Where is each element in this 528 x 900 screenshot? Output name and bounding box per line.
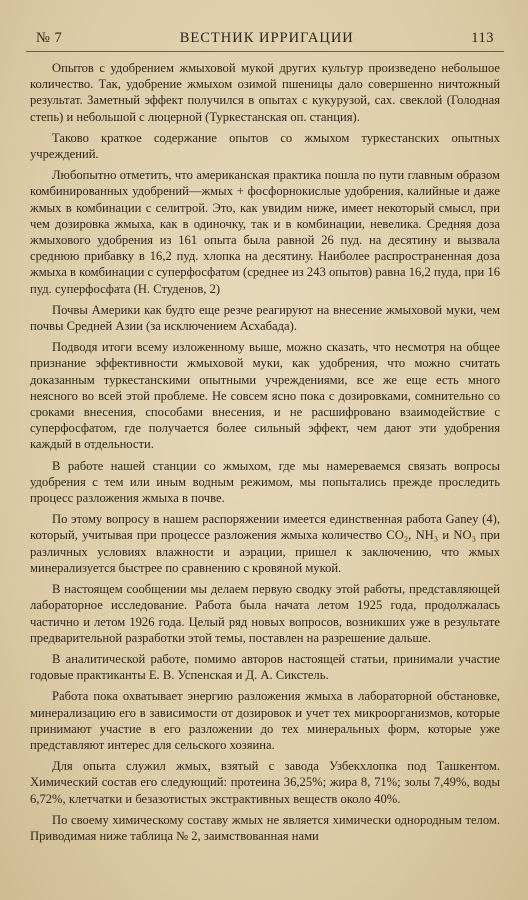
page-number: 113: [471, 30, 494, 46]
paragraph: В аналитической работе, помимо авторов настоящей статьи, принимали участие годовые практиканты Е. В. Успенская и Д. А. Сикстель.: [30, 651, 500, 683]
paragraph: Подводя итоги всему изложенному выше, можно сказать, что несмотря на общее признание эффективности жмыховой муки, как удобрения, что можно считать доказанным туркестанскими опытными учреждениями, все же еще есть много неясного во всей этой проблеме. Не совсем ясно пока с дозировками, сомнительно со сроками внесения, способами внесения, и не расшифровано взаимодействие с суперфосфатом, где получается более сильный эффект, чем дают эти удобрения каждый в отдельности.: [30, 340, 500, 452]
paragraph: В работе нашей станции со жмыхом, где мы намереваемся связать вопросы удобрения с тем или иным водным режимом, мы попытались прежде проследить процесс разложения жмыха в почве.: [30, 458, 500, 506]
paragraph: Для опыта служил жмых, взятый с завода Узбекхлопка под Ташкентом. Химический состав его следующий: протеина 36,25%; жира 8, 71%; золы 7,49%, воды 6,72%, клетчатки и безазотистых экстрактивных веществ около 40%.: [30, 759, 500, 806]
paragraph: Опытов с удобрением жмыховой мукой других культур произведено небольшое количество. Так, удобрение жмыхом озимой пшеницы дало совершенно ничтожный результат. Заметный эффект получился в опытах с кукурузой, сах. свеклой (Голодная степь) и небольшой с люцерной (Туркестанская оп. станция).: [30, 61, 500, 124]
paragraph: Почвы Америки как будто еще резче реагируют на внесение жмыховой муки, чем почвы Средней Азии (за исключением Асхабада).: [30, 302, 500, 334]
paragraph: В настоящем сообщении мы делаем первую сводку этой работы, представляющей лабораторное исследование. Работа была начата летом 1925 года, продолжалась частично и летом 1926 года. Целый ряд новых вопросов, возникших уже в результате предварительной разработки этой темы, поставлен на разрешение дальше.: [30, 582, 500, 645]
journal-title: ВЕСТНИК ИРРИГАЦИИ: [179, 30, 354, 46]
paragraph: По своему химическому составу жмых не является химически однородным телом. Приводимая ниже таблица № 2, заимствованная нами: [30, 812, 500, 843]
paragraph: Таково краткое содержание опытов со жмыхом туркестанских опытных учреждений.: [30, 130, 500, 162]
issue-number: № 7: [36, 30, 63, 46]
paragraph: По этому вопросу в нашем распоряжении имеется единственная работа Ganey (4), который, учитывая при процессе разложения жмыха количество CO₂, NH₃ и NO₃ при различных условиях влажности и аэрации, пришел к заключению, что жмых минерализуется быстрее по сравнению с кровяной мукой.: [30, 512, 500, 575]
article-body: [30, 60, 500, 844]
running-header: [26, 30, 504, 52]
paragraph: Любопытно отметить, что американская практика пошла по пути главным образом комбинированных удобрений—жмых + фосфорнокислые удобрения, калийные и даже жмых в комбинации с селитрой. Это, как увидим ниже, имеет некоторый смысл, при чем дозировка жмыха, как в одиночку, так и в комбинации, невелика. Средняя доза жмыхового удобрения из 161 опыта была равной 26 пуд. на десятину и вызвала среднюю прибавку в 16,2 пуд. хлопка на десятину. Наиболее распространенная доза жмыха в комбинации с суперфосфатом (среднее из 243 опытов) равна 16,2 пуда, при 16 пуд. суперфосфата (Н. Студенов, 2): [30, 168, 500, 296]
paragraph: Работа пока охватывает энергию разложения жмыха в лабораторной обстановке, минерализацию его в зависимости от дозировок и учет тех микроорганизмов, которые принимают участие в его разложении до тех минеральных форм, которые уже представляют интерес для сельского хозяина.: [30, 689, 500, 752]
